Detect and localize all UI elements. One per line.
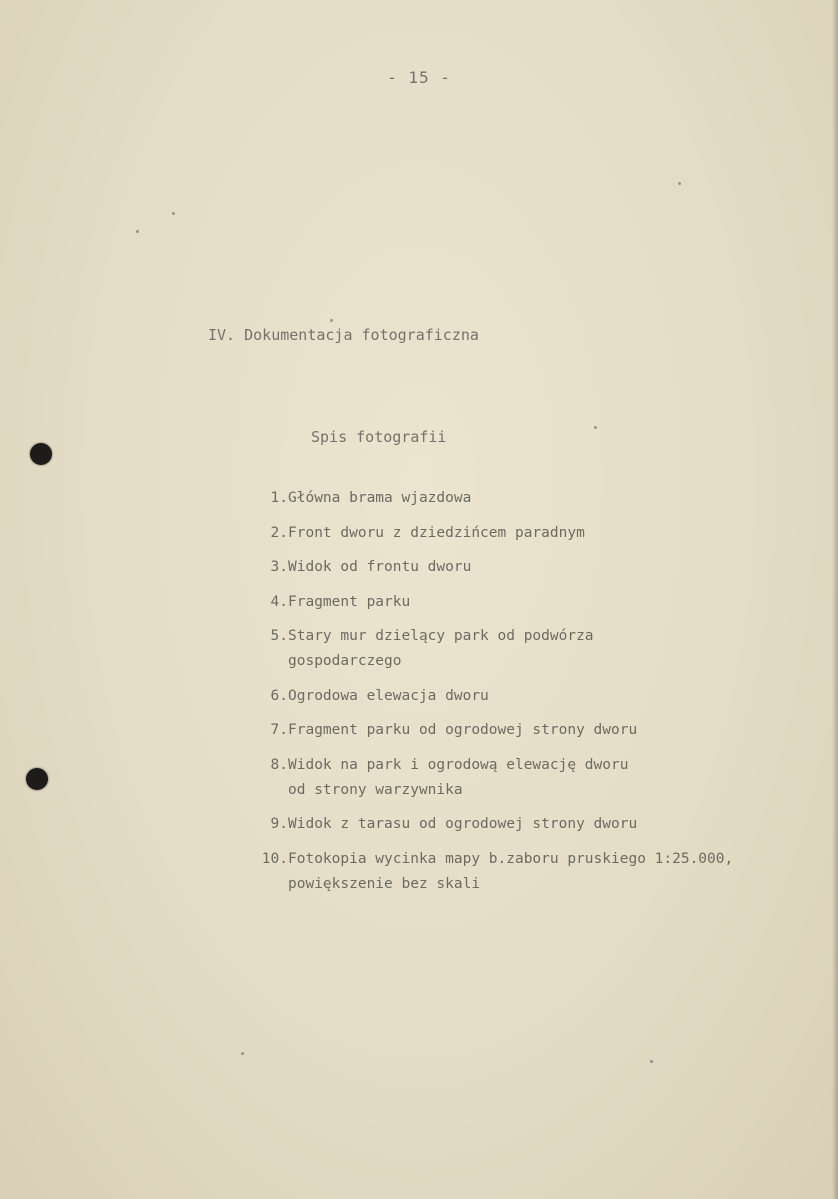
- paper-speck: [172, 212, 175, 215]
- list-item: [240, 718, 830, 743]
- item-text: Fotokopia wycinka mapy b.zaboru pruskiego 1:25.000, powiększenie bez skali: [288, 850, 734, 892]
- list-item: [240, 847, 830, 897]
- item-number: 10.: [261, 850, 288, 867]
- list-item: [240, 521, 830, 546]
- item-text: Główna brama wjazdowa: [288, 490, 472, 506]
- item-text: Front dworu z dziedzińcem paradnym: [288, 524, 585, 541]
- punch-hole-top: [30, 443, 52, 465]
- item-number: 6.: [270, 687, 288, 704]
- paper-speck: [136, 230, 139, 233]
- item-number: 4.: [270, 593, 288, 610]
- list-item: [240, 486, 830, 511]
- page-edge-shadow: [832, 0, 838, 1199]
- item-text: Ogrodowa elewacja dworu: [288, 687, 489, 704]
- paper-speck: [241, 1052, 244, 1055]
- list-item: [240, 684, 830, 709]
- list-item: [240, 555, 830, 580]
- list-item: [240, 812, 830, 837]
- item-number: 5.: [270, 628, 288, 644]
- item-number: 1.: [270, 490, 288, 506]
- list-item: [240, 590, 830, 615]
- page-number: - 15 -: [387, 68, 451, 87]
- item-number: 3.: [270, 559, 288, 575]
- paper-speck: [594, 426, 597, 429]
- item-text: Fragment parku od ogrodowej strony dworu: [288, 722, 638, 738]
- item-text: Widok od frontu dworu: [288, 559, 472, 575]
- item-number: 8.: [270, 756, 288, 773]
- section-heading: IV. Dokumentacja fotograficzna: [208, 326, 479, 344]
- paper-speck: [330, 319, 333, 322]
- punch-hole-bottom: [26, 768, 48, 790]
- list-item: [240, 624, 830, 674]
- item-text: Fragment parku: [288, 593, 411, 610]
- list-title: Spis fotografii: [311, 428, 447, 446]
- item-text: Widok na park i ogrodową elewację dworu od strony warzywnika: [288, 756, 629, 798]
- paper-speck: [678, 182, 681, 185]
- item-text: Widok z tarasu od ogrodowej strony dworu: [288, 816, 638, 832]
- item-number: 7.: [270, 722, 288, 738]
- list-item: [240, 753, 830, 803]
- item-number: 2.: [270, 524, 288, 541]
- paper-speck: [650, 1060, 653, 1063]
- item-text: Stary mur dzielący park od podwórza gospodarczego: [288, 628, 594, 669]
- photo-list: [240, 486, 830, 906]
- item-number: 9.: [270, 816, 288, 832]
